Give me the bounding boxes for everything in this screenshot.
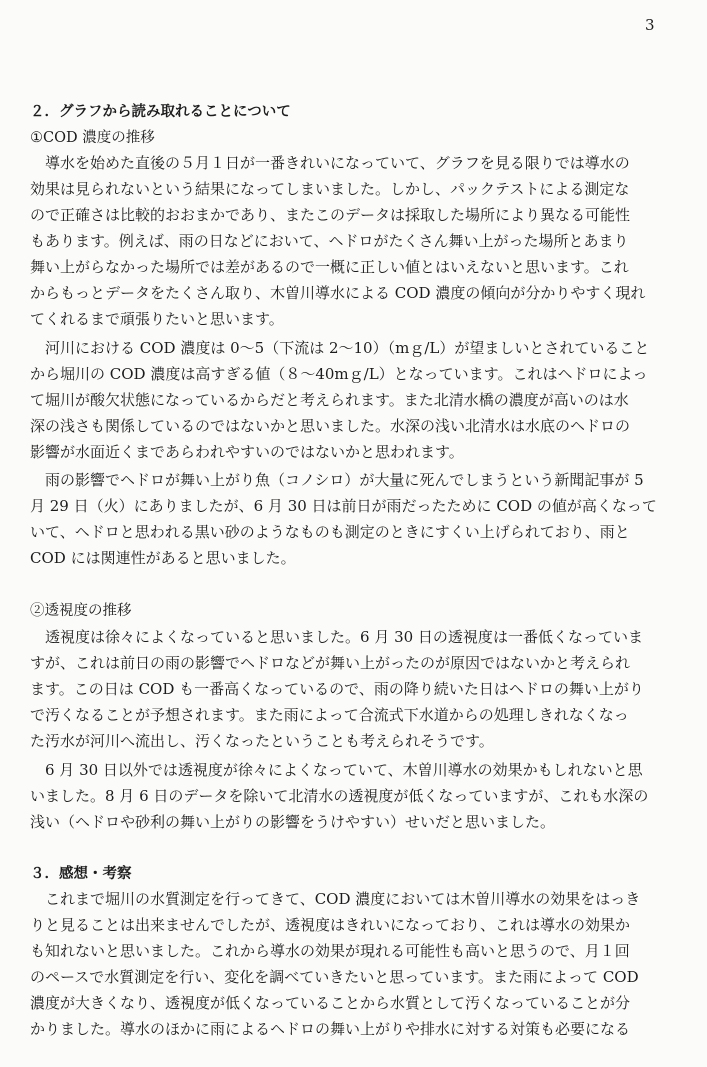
paragraph-line: ます。この日は COD も一番高くなっているので、雨の降り続いた日はヘドロの舞い上がり — [30, 680, 644, 698]
paragraph-line: 効果は見られないという結果になってしまいました。しかし、パックテストによる測定な — [30, 180, 630, 198]
paragraph-line: 導水を始めた直後の５月１日が一番きれいになっていて、グラフを見る限りでは導水の — [45, 154, 630, 172]
paragraph-line: で汚くなることが予想されます。また雨によって合流式下水道からの処理しきれなくなっ — [30, 706, 629, 724]
paragraph-line: てくれるまで頑張りたいと思います。 — [30, 310, 284, 328]
paragraph-line: いました。8 月 6 日のデータを除いて北清水の透視度が低くなっていますが、これも水深の — [30, 787, 649, 805]
subsection-transparency-heading: ②透視度の推移 — [30, 603, 132, 619]
page-number: 3 — [645, 16, 656, 34]
subsection-cod-heading: ①COD 濃度の推移 — [30, 130, 155, 146]
paragraph-line: りと見ることは出来ませんでしたが、透視度はきれいになっており、これは導水の効果か — [30, 916, 631, 934]
paragraph-line: 6 月 30 日以外では透視度が徐々によくなっていて、木曽川導水の効果かもしれないと思 — [45, 761, 643, 779]
paragraph-line: 月 29 日（火）にありましたが、6 月 30 日は前日が雨だったために COD の値が高くなって — [30, 497, 657, 515]
paragraph-line: 河川における COD 濃度は 0〜5（下流は 2〜10）（mｇ/L）が望ましいとされていること — [45, 339, 650, 357]
paragraph-line: 透視度は徐々によくなっていると思いました。6 月 30 日の透視度は一番低くなっていま — [45, 628, 643, 646]
paragraph-line: 影響が水面近くまであらわれやすいのではないかと思われます。 — [30, 443, 464, 461]
paragraph-line: も知れないと思いました。これから導水の効果が現れる可能性も高いと思うので、月１回 — [30, 942, 630, 960]
paragraph-line: 浅い（ヘドロや砂利の舞い上がりの影響をうけやすい）せいだと思いました。 — [30, 813, 556, 831]
paragraph-line: からもっとデータをたくさん取り、木曽川導水による COD 濃度の傾向が分かりやすく現れ — [30, 284, 646, 302]
paragraph-line: 雨の影響でヘドロが舞い上がり魚（コノシロ）が大量に死んでしまうという新聞記事が 5 — [45, 471, 644, 489]
paragraph-line: ので正確さは比較的おおまかであり、またこのデータは採取した場所により異なる可能性 — [30, 206, 631, 224]
paragraph-line: もあります。例えば、雨の日などにおいて、ヘドロがたくさん舞い上がった場所とあまり — [30, 232, 629, 250]
section-3-heading: ３．感想・考察 — [30, 866, 132, 882]
paragraph-line: かりました。導水のほかに雨によるヘドロの舞い上がりや排水に対する対策も必要になる — [30, 1020, 631, 1038]
paragraph-line: COD には関連性があると思いました。 — [30, 549, 296, 567]
paragraph-line: 舞い上がらなかった場所では差があるので一概に正しい値とはいえないと思います。これ — [30, 258, 629, 276]
paragraph-line: 濃度が大きくなり、透視度が低くなっていることから水質として汚くなっていることが分 — [30, 994, 631, 1012]
paragraph-line: 深の浅さも関係しているのではないかと思いました。水深の浅い北清水は水底のヘドロの — [30, 417, 631, 435]
paragraph-line: いて、ヘドロと思われる黒い砂のようなものも測定のときにすくい上げられており、雨と — [30, 523, 630, 541]
section-2-heading: ２．グラフから読み取れることについて — [30, 104, 291, 120]
paragraph-line: これまで堀川の水質測定を行ってきて、COD 濃度においては木曽川導水の効果をはっき — [45, 890, 641, 908]
paragraph-line: から堀川の COD 濃度は高すぎる値（８〜40mｇ/L）となっています。これはヘドロによっ — [30, 365, 648, 383]
paragraph-line: た汚水が河川へ流出し、汚くなったということも考えられそうです。 — [30, 732, 494, 750]
paragraph-line: て堀川が酸欠状態になっているからだと考えられます。また北清水橋の濃度が高いのは水 — [30, 391, 629, 409]
paragraph-line: のペースで水質測定を行い、変化を調べていきたいと思っています。また雨によって COD — [30, 968, 639, 986]
paragraph-line: すが、これは前日の雨の影響でヘドロなどが舞い上がったのが原因ではないかと考えられ — [30, 654, 631, 672]
